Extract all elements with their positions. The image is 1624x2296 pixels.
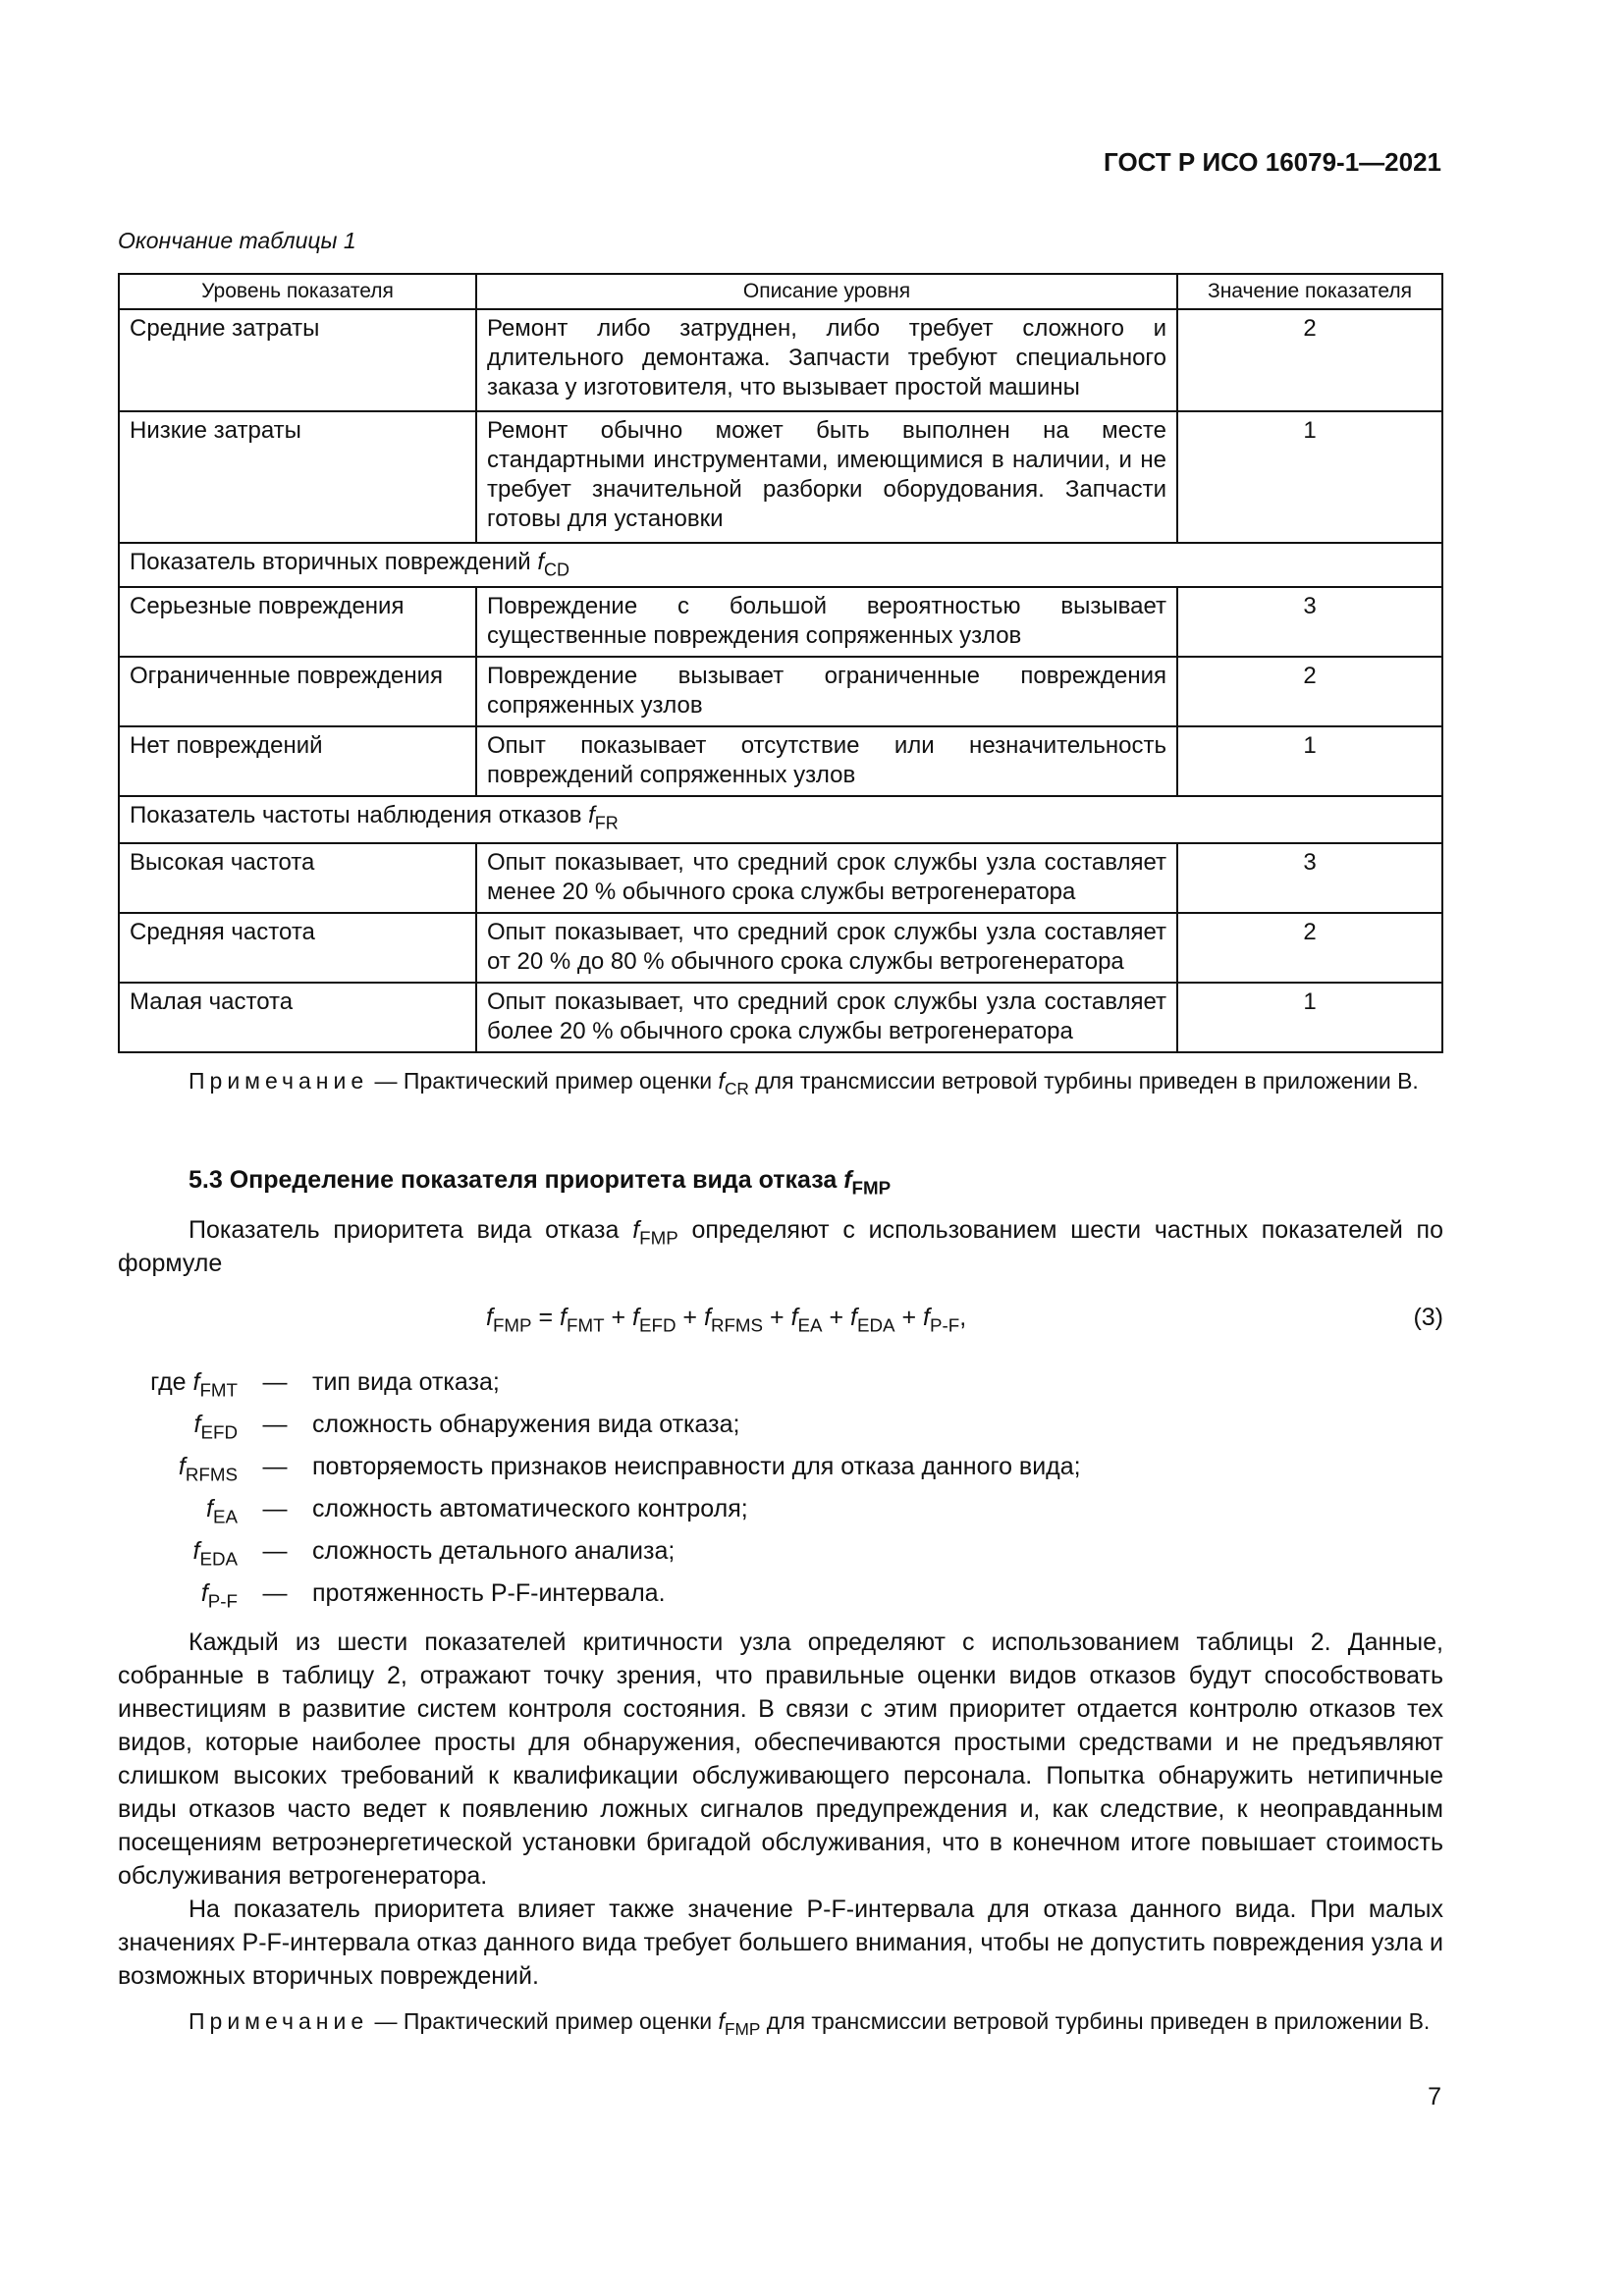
section-label: Показатель вторичных повреждений	[130, 549, 531, 575]
legend-item	[118, 1495, 1081, 1537]
description-cell: Опыт показывает, что средний срок службы узла составляет от 20 % до 80 % обычного срока службы ветрогенератора	[476, 913, 1177, 983]
column-header: Уровень показателя	[119, 274, 476, 309]
note-text: для трансмиссии ветровой турбины приведен в приложении В.	[760, 2008, 1431, 2034]
symbol-subscript: FMP	[851, 1177, 892, 1199]
legend-item	[118, 1453, 1081, 1495]
symbol: f	[703, 1304, 711, 1331]
symbol: f	[632, 1216, 640, 1244]
dash: —	[262, 1579, 288, 1607]
legend-text: повторяемость признаков неисправности для отказа данного вида;	[312, 1453, 1081, 1480]
symbol: f	[923, 1304, 930, 1331]
paragraph: Каждый из шести показателей критичности узла определяют с использованием таблицы 2. Данные, собранные в таблицу 2, отражают точку зрения, что правильные оценки видов отказов будут способствовать инвестициям в развитие систем контроля состояния. В связи с этим приоритет отдается контролю отказов тех видов, которые наиболее просты для обнаружения, обеспечиваются простыми средствами и не предъявляют слишком высоких требований к квалификации обслуживающего персонала. Попытка обнаружить нетипичные виды отказов часто ведет к появлению ложных сигналов предупреждения и, как следствие, к неоправданным посещениям ветроэнергетической установки бригадой обслуживания, что в конечном итоге повышает стоимость обслуживания ветрогенератора.	[118, 1629, 1443, 1890]
table-section-row	[119, 796, 1442, 843]
symbol-subscript: P-F	[207, 1590, 238, 1612]
value-cell: 3	[1177, 843, 1442, 913]
legend-text: сложность детального анализа;	[312, 1537, 676, 1565]
level-cell: Средняя частота	[119, 913, 476, 983]
operator: +	[604, 1304, 633, 1331]
level-cell: Малая частота	[119, 983, 476, 1052]
value-cell: 1	[1177, 983, 1442, 1052]
symbol: f	[192, 1368, 200, 1396]
legend-text: сложность автоматического контроля;	[312, 1495, 748, 1522]
level-cell: Высокая частота	[119, 843, 476, 913]
value-cell: 1	[1177, 411, 1442, 543]
level-cell: Ограниченные повреждения	[119, 657, 476, 726]
description-cell: Повреждение вызывает ограниченные повреждения сопряженных узлов	[476, 657, 1177, 726]
value-cell: 2	[1177, 657, 1442, 726]
section-label: Показатель частоты наблюдения отказов	[130, 802, 582, 828]
description-cell: Ремонт либо затруднен, либо требует сложного и длительного демонтажа. Запчасти требуют специального заказа у изготовителя, что вызывает простой машины	[476, 309, 1177, 411]
symbol: f	[486, 1304, 493, 1331]
level-cell: Низкие затраты	[119, 411, 476, 543]
table-row	[119, 587, 1442, 657]
symbol: f	[718, 1068, 725, 1094]
paragraph-text: определяют с использованием шести частных показателей по формуле	[118, 1216, 1443, 1277]
symbol: f	[588, 802, 595, 828]
legend-text: сложность обнаружения вида отказа;	[312, 1411, 740, 1438]
symbol: f	[790, 1304, 798, 1331]
legend-text: тип вида отказа;	[312, 1368, 500, 1396]
symbol: f	[192, 1537, 200, 1565]
symbol: f	[632, 1304, 639, 1331]
note-label: Примечание	[189, 1068, 369, 1094]
equation-number: (3)	[1413, 1304, 1443, 1331]
symbol-subscript: FMP	[492, 1314, 532, 1336]
where-label: где	[150, 1368, 193, 1396]
symbol: f	[206, 1495, 213, 1522]
operator: =	[531, 1304, 561, 1331]
symbol: f	[193, 1411, 201, 1438]
table-note	[118, 1064, 1443, 1097]
note-text: — Практический пример оценки	[368, 2008, 719, 2034]
symbol-subscript: CD	[544, 560, 570, 580]
symbol: f	[718, 2008, 725, 2034]
symbol-subscript: FR	[594, 813, 619, 833]
operator: +	[763, 1304, 791, 1331]
level-cell: Нет повреждений	[119, 726, 476, 796]
table-header-row	[119, 274, 1442, 309]
symbol-subscript: EDA	[856, 1314, 895, 1336]
formula-legend	[118, 1368, 1081, 1622]
note-text: — Практический пример оценки	[368, 1068, 719, 1094]
symbol-subscript: EA	[212, 1506, 238, 1527]
column-header: Описание уровня	[476, 274, 1177, 309]
table-row	[119, 726, 1442, 796]
description-cell: Опыт показывает, что средний срок службы узла составляет более 20 % обычного срока службы ветрогенератора	[476, 983, 1177, 1052]
column-header: Значение показателя	[1177, 274, 1442, 309]
table-row	[119, 843, 1442, 913]
symbol: f	[850, 1304, 857, 1331]
dash: —	[262, 1453, 288, 1480]
criteria-table	[118, 273, 1443, 1053]
legend-text: протяженность Р-F-интервала.	[312, 1579, 666, 1607]
table-row	[119, 913, 1442, 983]
dash: —	[262, 1368, 288, 1396]
symbol-subscript: EFD	[200, 1421, 238, 1443]
symbol: f	[843, 1166, 852, 1194]
operator: +	[676, 1304, 704, 1331]
level-cell: Средние затраты	[119, 309, 476, 411]
symbol-subscript: FMP	[724, 2019, 761, 2040]
legend-item	[118, 1368, 1081, 1411]
note-label: Примечание	[189, 2008, 369, 2034]
symbol-subscript: RFMS	[185, 1464, 238, 1485]
intro-paragraph	[118, 1213, 1443, 1280]
note-text: для трансмиссии ветровой турбины приведен в приложении В.	[748, 1068, 1419, 1094]
operator: +	[894, 1304, 924, 1331]
document-id: ГОСТ Р ИСО 16079-1—2021	[1104, 147, 1441, 177]
table-row	[119, 309, 1442, 411]
heading-text: 5.3 Определение показателя приоритета вида отказа	[189, 1166, 844, 1194]
dash: —	[262, 1495, 288, 1522]
symbol-subscript: FMP	[639, 1227, 678, 1249]
section-note	[118, 2004, 1443, 2038]
table-row	[119, 657, 1442, 726]
operator: +	[822, 1304, 851, 1331]
legend-item	[118, 1579, 1081, 1622]
section-cell	[119, 796, 1442, 843]
symbol-subscript: CR	[724, 1079, 749, 1099]
value-cell: 2	[1177, 913, 1442, 983]
description-cell: Опыт показывает, что средний срок службы узла составляет менее 20 % обычного срока службы ветрогенератора	[476, 843, 1177, 913]
symbol-subscript: EA	[797, 1314, 823, 1336]
symbol-subscript: FMT	[567, 1314, 605, 1336]
page-number: 7	[1428, 2083, 1441, 2110]
symbol-subscript: FMT	[199, 1379, 238, 1401]
dash: —	[262, 1411, 288, 1438]
dash: —	[262, 1537, 288, 1565]
symbol: f	[560, 1304, 567, 1331]
symbol-subscript: P-F	[930, 1314, 960, 1336]
legend-item	[118, 1411, 1081, 1453]
value-cell: 1	[1177, 726, 1442, 796]
symbol: f	[178, 1453, 186, 1480]
operator: ,	[959, 1304, 967, 1331]
level-cell: Серьезные повреждения	[119, 587, 476, 657]
table-row	[119, 411, 1442, 543]
description-cell: Ремонт обычно может быть выполнен на месте стандартными инструментами, имеющимися в наличии, и не требует значительной разборки оборудования. Запчасти готовы для установки	[476, 411, 1177, 543]
symbol-subscript: EDA	[199, 1548, 238, 1570]
table-section-row	[119, 543, 1442, 587]
description-cell: Повреждение с большой вероятностью вызывает существенные повреждения сопряженных узлов	[476, 587, 1177, 657]
table-caption: Окончание таблицы 1	[118, 228, 356, 253]
value-cell: 2	[1177, 309, 1442, 411]
section-heading	[189, 1166, 892, 1199]
description-cell: Опыт показывает отсутствие или незначительность повреждений сопряженных узлов	[476, 726, 1177, 796]
symbol: f	[537, 549, 545, 575]
formula	[486, 1304, 967, 1336]
value-cell: 3	[1177, 587, 1442, 657]
symbol-subscript: RFMS	[710, 1314, 764, 1336]
legend-item	[118, 1537, 1081, 1579]
symbol: f	[200, 1579, 208, 1607]
symbol-subscript: EFD	[638, 1314, 677, 1336]
paragraph: На показатель приоритета влияет также значение Р-F-интервала для отказа данного вида. При малых значениях Р-F-интервала отказ данного вида требует большего внимания, чтобы не допустить повреждения узла и возможных вторичных повреждений.	[118, 1896, 1443, 1990]
paragraph-text: Показатель приоритета вида отказа	[189, 1216, 633, 1244]
table-row	[119, 983, 1442, 1052]
section-cell	[119, 543, 1442, 587]
